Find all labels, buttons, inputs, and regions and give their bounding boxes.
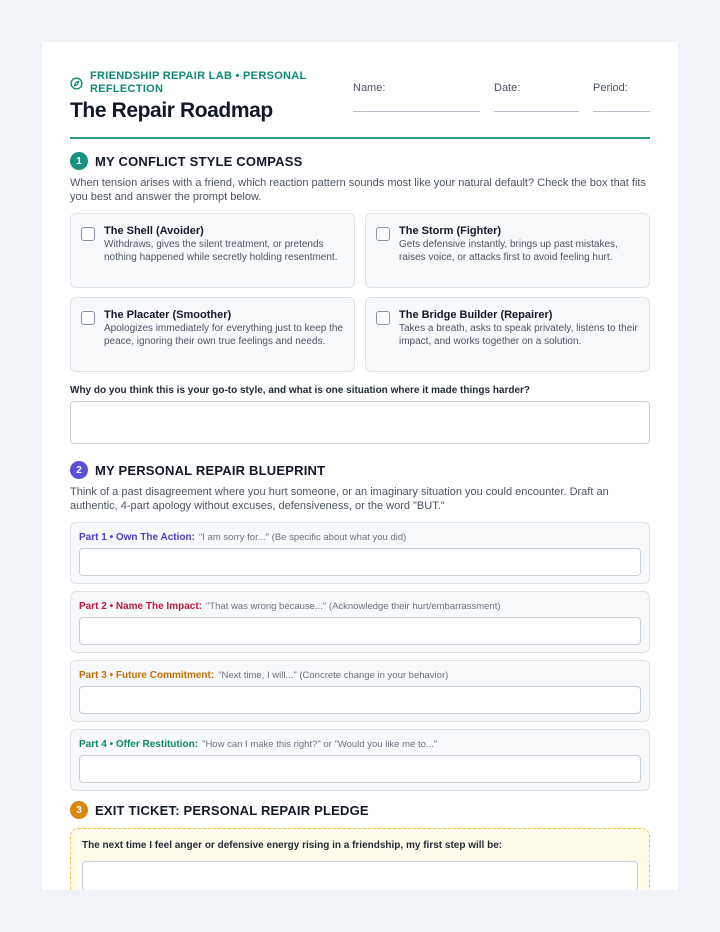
section-1-prompt: Why do you think this is your go-to style, and what is one situation where it made things harder? [70,385,531,396]
eyebrow [70,70,330,96]
section-3-badge: 3 [70,801,88,819]
date-field[interactable] [494,82,579,112]
part-2-label-row [79,600,641,613]
option-storm-checkbox[interactable] [376,227,390,241]
option-shell[interactable] [70,213,355,288]
option-shell-checkbox[interactable] [81,227,95,241]
option-bridge-builder-desc: Takes a breath, asks to speak privately, listens to their impact, and works together on a solution. [399,323,638,347]
part-2-input[interactable] [79,617,641,645]
pledge-prompt: The next time I feel anger or defensive energy rising in a friendship, my first step will be: [82,840,503,851]
section-1-description: When tension arises with a friend, which reaction pattern sounds most like your natural default? Check the box that fits you best and answer the prompt below. [70,177,646,203]
section-repair-blueprint [70,461,650,791]
compass-icon [70,77,83,90]
date-line [494,111,579,112]
part-3-label-row [79,669,641,682]
section-3-title: EXIT TICKET: PERSONAL REPAIR PLEDGE [95,802,369,818]
worksheet-header [70,70,650,139]
part-2-label: Part 2 • Name The Impact: [79,601,202,612]
option-placater-title: The Placater (Smoother) [104,309,232,321]
section-2-description: Think of a past disagreement where you hurt someone, or an imaginary situation you could encounter. Draft an authentic, 4-part apology without excuses, defensiveness, or the word "BUT." [70,486,609,512]
section-1-heading [70,152,650,170]
worksheet-page [42,42,678,890]
part-1-input[interactable] [79,548,641,576]
option-storm-text [399,224,639,287]
student-fields [353,82,650,112]
page-title: The Repair Roadmap [70,99,273,122]
worksheet-content [70,70,650,890]
section-3-heading [70,801,650,819]
period-line [593,111,650,112]
part-1-label-row [79,531,641,544]
style-options [70,213,650,372]
option-placater-desc: Apologizes immediately for everything just to keep the peace, ignoring their own true feelings and needs. [104,323,344,347]
option-shell-text [104,224,344,287]
option-storm-desc: Gets defensive instantly, brings up past mistakes, raises voice, or attacks first to avoid feeling hurt. [399,239,618,263]
part-3-hint: "Next time, I will..." (Concrete change in your behavior) [218,670,449,681]
part-1-hint: "I am sorry for..." (Be specific about what you did) [198,532,407,543]
option-placater-text [104,308,344,371]
option-placater-checkbox[interactable] [81,311,95,325]
option-bridge-builder-title: The Bridge Builder (Repairer) [399,309,553,321]
period-field[interactable] [593,82,650,112]
section-2-heading [70,461,650,479]
period-label: Period: [593,82,628,94]
name-field[interactable] [353,82,480,112]
section-exit-ticket [70,801,650,890]
option-bridge-builder-checkbox[interactable] [376,311,390,325]
section-1-badge: 1 [70,152,88,170]
part-1-label: Part 1 • Own The Action: [79,532,195,543]
part-offer-restitution [70,729,650,791]
part-own-action [70,522,650,584]
apology-parts [70,522,650,791]
name-line [353,111,480,112]
part-3-label: Part 3 • Future Commitment: [79,670,215,681]
brand-block [70,70,330,123]
part-2-hint: "That was wrong because..." (Acknowledge their hurt/embarrassment) [205,601,501,612]
option-bridge-builder[interactable] [365,297,650,372]
section-conflict-style [70,152,650,444]
option-bridge-builder-text [399,308,639,371]
eyebrow-text: FRIENDSHIP REPAIR LAB • PERSONAL REFLECTION [90,70,307,95]
part-4-label-row [79,738,641,751]
option-placater[interactable] [70,297,355,372]
section-1-title: MY CONFLICT STYLE COMPASS [95,153,303,169]
part-future-commitment [70,660,650,722]
option-storm-title: The Storm (Fighter) [399,225,502,237]
part-4-label: Part 4 • Offer Restitution: [79,739,199,750]
section-2-badge: 2 [70,461,88,479]
part-3-input[interactable] [79,686,641,714]
option-shell-title: The Shell (Avoider) [104,225,204,237]
section-2-title: MY PERSONAL REPAIR BLUEPRINT [95,462,326,478]
part-4-hint: "How can I make this right?" or "Would you like me to..." [202,739,438,750]
part-4-input[interactable] [79,755,641,783]
name-label: Name: [353,82,386,94]
pledge-input[interactable] [82,861,638,890]
option-storm[interactable] [365,213,650,288]
pledge-box [70,828,650,890]
option-shell-desc: Withdraws, gives the silent treatment, or pretends nothing happened while secretly holding resentment. [104,239,338,263]
section-1-answer-box[interactable] [70,401,650,444]
date-label: Date: [494,82,521,94]
part-name-impact [70,591,650,653]
